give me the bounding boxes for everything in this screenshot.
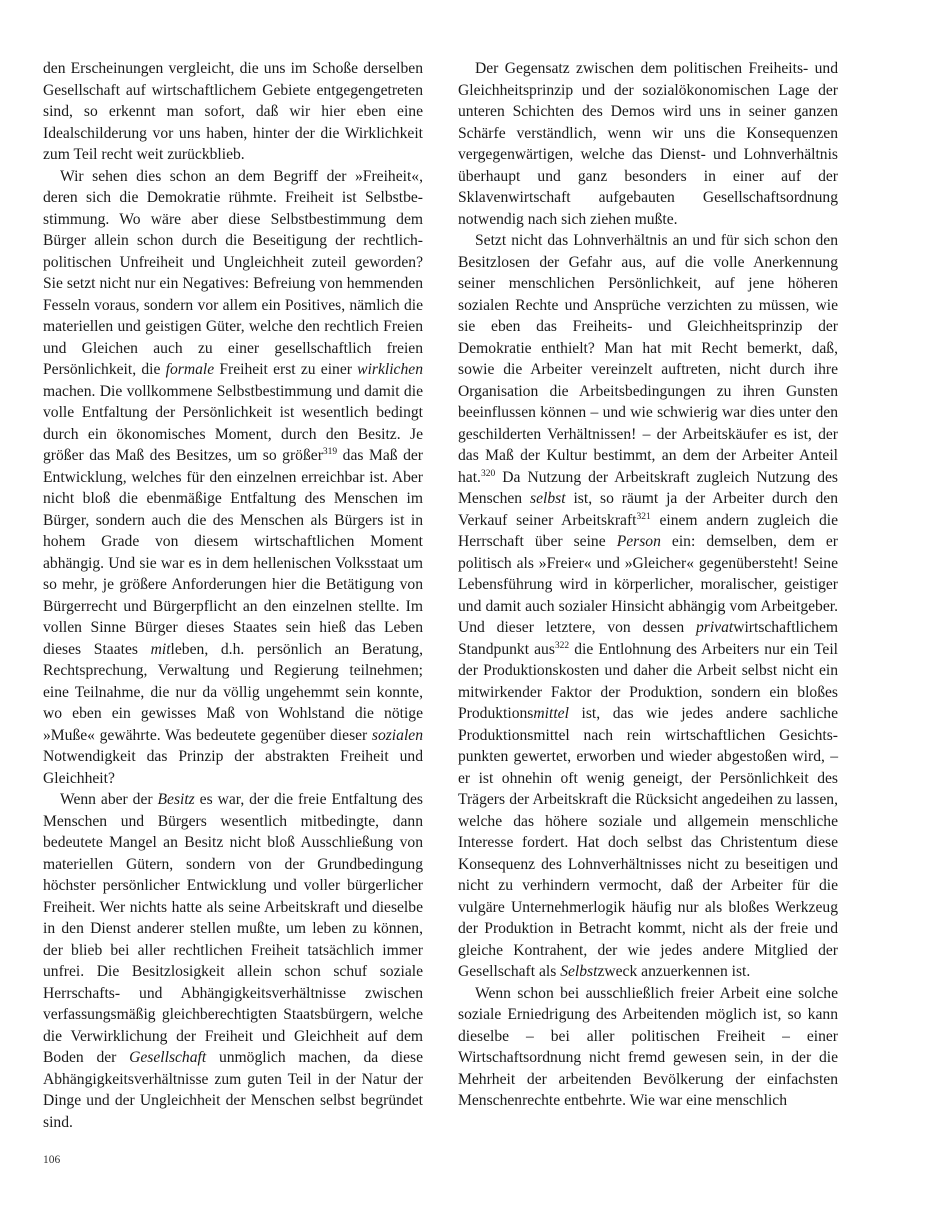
text-run: Wenn aber der [60, 791, 158, 808]
right-column [458, 58, 838, 1112]
emphasis: mittel [533, 705, 569, 722]
emphasis: Gesellschaft [129, 1049, 207, 1066]
text-run: zweck anzuerkennen ist. [597, 963, 751, 980]
right-paragraph-3: Wenn schon bei ausschließlich freier Arbeit eine solche soziale Erniedrigung des Arbeitenden möglich ist, so kann dieselbe – bei aller politischen Freiheit – einer Wirtschaftsordnung nicht fremd gewesen sein, in der die Mehrheit der arbeitenden Bevölkerung der einfachsten Menschenrechte entbehrte. Wie war eine menschlich [458, 984, 838, 1109]
text-run: ein: demselben, dem er politisch als »Freier« und »Gleicher« gegenübersteht! Seine Lebensführung wird in körperlicher, moralischer, geistiger und damit auch sozialer Hinsicht abhängig vom Arbeitgeber. Und dieser letztere, von dessen [458, 533, 838, 636]
text-run: Wir sehen dies schon an dem Begriff der »Freiheit«, deren sich die Demokratie rühmte. Freiheit ist Selbstbestimmung. Wo wäre aber diese Selbstbestimmung dem Bürger allein schon durch die Beseitigung der rechtlich-politischen Unfreiheit und Ungleichheit zuteil geworden? Sie setzt nicht nur ein Negatives: Befreiung von hemmenden Fesseln voraus, sondern vor allem ein Positives, nämlich die materiellen und geistigen Güter, welche den rechtlich Freien und Gleichen auch zu einer gesellschaftlich freien Persönlichkeit, die [43, 167, 423, 378]
emphasis: privat [695, 619, 734, 636]
text-run: Da Nutzung der Arbeitskraft zugleich Nutzung des Menschen [458, 468, 838, 507]
text-run: Setzt nicht das Lohnverhältnis an und für sich schon den Besitzlosen der Gefahr aus, auf die volle Anerkennung seiner menschlichen Persönlichkeit, auf jene höheren sozialen Rechte und Ansprüche verzichten zu müssen, wie sie eben das Freiheits- und Gleichheitsprinzip der Demokratie enthielt? Man hat mit Recht bemerkt, daß, sowie die Arbeiter vereinzelt auftreten, nicht durch ihre Organisation die Arbeitsbedingungen zu ihren Gunsten beeinflussen können – und wie schwierig war dies unter den geschilderten Verhältnissen! – der Arbeitskäufer es ist, der das Maß der Kultur bestimmt, an dem der Arbeiter Anteil hat. [458, 232, 838, 486]
text-run: Freiheit erst zu einer [214, 361, 358, 378]
left-paragraph-1: den Erscheinungen vergleicht, die uns im Schoße derselben Gesellschaft auf wirtschaftlichem Gebiete entgegengetreten sind, so erkennt man sofort, daß wir hier eben eine Idealschilderung vor uns haben, hinter der die Wirklichkeit zum Teil recht weit zurückblieb. [43, 60, 423, 163]
emphasis: Person [616, 533, 661, 550]
emphasis: Besitz [157, 791, 195, 808]
footnote-ref-321: 321 [636, 511, 651, 522]
footnote-ref-322: 322 [554, 640, 570, 651]
left-paragraph-2 [43, 166, 423, 790]
left-column [43, 58, 423, 1133]
emphasis: wirklichen [357, 361, 423, 378]
text-run: ist, so räumt ja der Arbeiter durch den Verkauf seiner Arbeitskraft [458, 490, 838, 529]
text-run: das Maß der Entwicklung, welches für den einzelnen erreichbar ist. Aber nicht bloß die ebenmäßige Entfaltung des Menschen im Bürger, sondern auch die des Menschen als Bürgers ist in hohem Grade von diesem wirtschaftlichen Moment abhängig. Und sie war es in dem hellenischen Volksstaat um so mehr, je größere Anforderungen hier die Betätigung von Bürgerrecht und Bürgerpflicht an den einzelnen stellte. Im vollen Sinne Bürger dieses Staates sein hieß das Leben dieses Staates [43, 447, 423, 658]
right-paragraph-2 [458, 230, 838, 983]
emphasis: sozialen [371, 726, 423, 744]
emphasis: formale [165, 361, 215, 378]
left-paragraph-3 [43, 789, 423, 1133]
emphasis: mit [150, 640, 171, 658]
text-run: Notwendigkeit das Prinzip der abstrakten Freiheit und Gleichheit? [43, 748, 423, 787]
text-run: ist, das wie jedes andere sachliche Produktionsmittel nach rein wirtschaftlichen Gesichtspunkten gewertet, erworben und wieder abgestoßen wird, – er ist ohnehin oft wenig geneigt, der Persönlichkeit des Trägers der Arbeitskraft die Rücksicht angedeihen zu lassen, welche das höhere soziale und allgemein menschliche Interesse fordert. Hat doch selbst das Christentum diese Konsequenz des Lohnverhältnisses nicht zu beseitigen und nicht zu verhindern vermocht, daß der Arbeiter für die vulgäre Unternehmerlogik häufig nur als bloßes Werkzeug der Produktion in Betracht kommt, nicht als der freie und gleiche Kontrahent, der wie jedes andere Mitglied der Gesellschaft als [458, 705, 838, 980]
right-paragraph-1: Der Gegensatz zwischen dem politischen Freiheits- und Gleichheitsprinzip und der sozialökonomischen Lage der unteren Schichten des Demos wird uns in seiner ganzen Schärfe verständlich, wenn wir uns die Konsequenzen vergegenwärtigen, welche das Dienst- und Lohnverhältnis überhaupt und ganz besonders in einer auf der Sklavenwirtschaft aufgebauten Gesellschaftsordnung notwendig nach sich ziehen mußte. [458, 60, 838, 228]
text-run: die Entlohnung des Arbeiters nur ein Teil der Produktionskosten und daher die Arbeit selbst nicht ein mitwirkender Faktor der Produktion, sondern ein bloßes Produktions [458, 640, 838, 722]
page-number: 106 [43, 1154, 61, 1166]
footnote-ref-319: 319 [322, 447, 338, 457]
emphasis: Selbst [560, 963, 598, 980]
text-run: einem andern zugleich die Herrschaft über seine [458, 511, 838, 550]
text-run: es war, der die freie Entfaltung des Menschen und Bürgers wesentlich mitbedingte, dann bedeutete Mangel an Besitz nicht bloß Ausschließung von materiellen Gütern, sondern von der Grundbedingung höchster persönlicher Entwicklung und voller bürgerlicher Freiheit. Wer nichts hatte als seine Arbeitskraft und dieselbe in den Dienst anderer stellen mußte, um leben zu können, der blieb bei aller rechtlichen Freiheit tatsächlich immer unfrei. Die Besitzlosigkeit allein schon schuf soziale Herrschafts- und Abhängigkeitsverhältnisse zwischen verfassungsmäßig gleichberechtigten Staatsbürgern, welche die Verwirklichung der Freiheit und Gleichheit auf dem Boden der [43, 791, 423, 1066]
text-run: unmöglich machen, da diese Abhängigkeitsverhältnisse zum guten Teil in der Natur der Dinge und der Ungleichheit der Menschen selbst begründet sind. [43, 1049, 424, 1131]
footnote-ref-320: 320 [480, 468, 496, 479]
text-run: machen. Die vollkommene Selbstbestimmung und damit die volle Entfaltung der Persönlichkeit ist wesentlich bedingt durch ein ökonomisches Moment, durch den Besitz. Je größer das Maß des Besitzes, um so größer [43, 382, 423, 464]
text-run: leben, d.h. persönlich an Beratung, Rechtsprechung, Verwaltung und Regierung teilnehmen; eine Teilnahme, die nur da völlig ungehemmt sein konnte, wo eben ein gewisses Maß von Wohlstand die nötige »Muße« gewährte. Was bedeutete gegenüber dieser [43, 640, 423, 744]
text-run: wirtschaftlichem Standpunkt aus [458, 619, 838, 658]
emphasis: selbst [530, 490, 566, 507]
